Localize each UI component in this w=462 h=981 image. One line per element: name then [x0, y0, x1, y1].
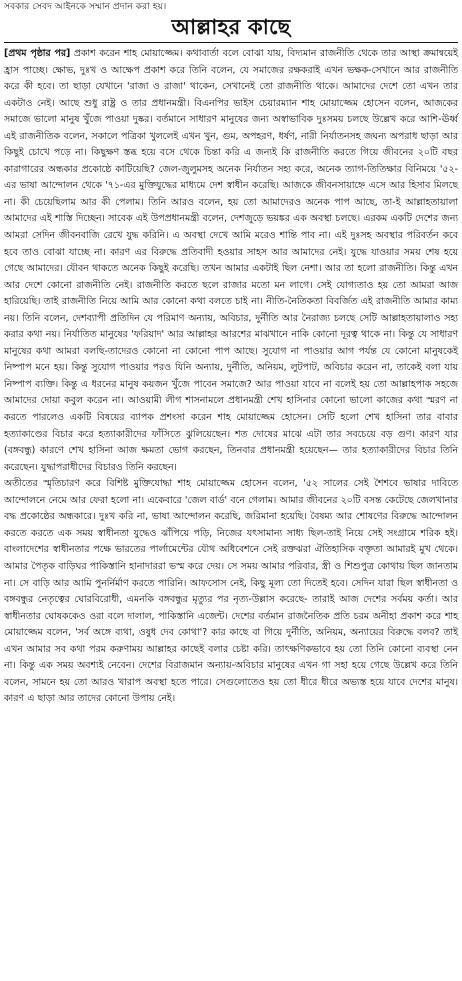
paragraph-1 [4, 46, 458, 476]
headline: আল্লাহর কাছে [171, 14, 291, 39]
paragraph-1-text: প্রকাশ করেন শাহ মোয়াজ্জেম। কথাবার্তা বলে বোঝা যায়, বিদ্যমান রাজনীতি থেকে তার আস্থা ক্রমান্বয়েই হ্রাস পাচ্ছে। ক্ষোভ, দুঃখ ও আক্ষেপ প্রকাশ করে তিনি বলেন, যে সমাজের রক্ষকরাই এখন ভক্ষক-সেখানে আর রাজনীতি করে কী হবে। তা ছাড়া যেখানে 'রাজা ও রাজা' থাকেন, সেখানেই তো রাজনীতি থাকে। আমাদের দেশে তো এখন তার একটাও নেই। আছে শুধু রাষ্ট্র ও তার প্রধানমন্ত্রী। বিএনপির ভাইস চেয়ারম্যান শাহ মোয়াজ্জেম হোসেন বলেন, আজকের সমাজে ভালো মানুষ খুঁজে পাওয়া দুষ্কর। বর্তমানে সাধারণ মানুষের জন্য অস্বাভাবিক দুঃসময় চলছে উল্লেখ করে আশি-ঊর্ধ্ব এই রাজনীতিক বলেন, সকালে পত্রিকা খুললেই এখন খুন, গুম, অপহরণ, ধর্ষণ, নারী নির্যাতনসহ জঘন্য অপরাধ ছাড়া আর কিছুই চোখে পড়ে না। কিছুক্ষণ স্তব্ধ হয়ে বসে থেকে চিন্তা করি এ জন্যই কি রাজনীতি করতে গিয়ে জীবনের ২০টি বছর কারাগারের অন্ধকার প্রকোষ্ঠে কাটিয়েছি? জেল-জুলুমসহ অনেক নির্যাতন সহ্য করে, অনেক ত্যাগ-তিতিক্ষার বিনিময়ে '৫২-এর ভাষা আন্দোলন থেকে '৭১-এর মুক্তিযুদ্ধের মাধ্যমে দেশ স্বাধীন করেছি। আজকে জীবনসায়াহ্নে এসে আর হিসাব মিলছে না। কী চেয়েছিলাম আর কী পেলাম। তিনি আরও বলেন, হয় তো আমাদেরও অনেক পাপ আছে, তা-ই আল্লাহতায়ালা আমাদের এই শাস্তি দিচ্ছেন। সাবেক এই উপপ্রধানমন্ত্রী বলেন, দেশজুড়ে ভয়ঙ্কর এক অবস্থা চলছে। এরকম একটি দেশের জন্য আমরা সেদিন জীবনবাজি রেখে যুদ্ধ করিনি। এ অবস্থা দেখে আমি মরেও শান্তি পাব না। এই দুঃসহ অবস্থার পরিবর্তন কবে হবে তাও বোঝা যাচ্ছে না। কারণ এর বিরুদ্ধে প্রতিবাদী হওয়ার সাহস আর আমাদের নেই। যুদ্ধে যাওয়ার সময় শেষ হয়ে গেছে আমাদের। যৌবন থাকতে অনেক কিছুই করেছি। তখন আমার একটাই ছিল নেশা। আর তা হলো রাজনীতি। কিন্তু এখন আর দেশে কোনো রাজনীতি নেই। রাজনীতি করতে ছলে রাজার মতো মন লাগে। সেই যোগ্যতাও হয় তো আমরা আজ হারিয়েছি। তাই রাজনীতি নিয়ে আমি আর কোনো কথা বলতে চাই না। নীতি-নৈতিকতা বিবর্জিত এই রাজনীতি আমার কাম্য নয়। তিনি বলেন, দেশব্যাপী প্রতিদিন যে পরিমাণ অন্যায়, অবিচার, দুর্নীতি আর নৈরাজ্য চলছে সেটি আল্লাহতায়ালাও সহ্য করার কথা নয়। নির্যাতিত মানুষের 'ফরিয়াদ' আর আল্লাহর আরশের মাঝখানে নাকি কোনো দূরত্ব থাকে না। কিন্তু যে সাধারণ মানুষের কথা আমরা বলছি-তাদেরও কোনো না কোনো পাপ আছে। সুযোগ না পাওয়ার আগ পর্যন্ত যে কোনো মানুষকেই নিষ্পাপ মনে হয়। কিন্তু সুযোগ পাওয়ার পরও যিনি অন্যায়, দুর্নীতি, অনিয়ম, লুটপাট, অবিচার করেন না, তাকেই বলা যায় নিষ্পাপ ব্যক্তি। কিন্তু এ ধরনের মানুষ কয়জন খুঁজে পাবেন সমাজে? আর পাওয়া যাবে না বলেই হয় তো আল্লাহপাক সহজে আমাদের দোয়া কবুল করেন না। আওয়ামী লীগ শাসনামলে প্রধানমন্ত্রী শেখ হাসিনার কোনো ভালো কাজের কথা স্মরণ না করতে পারলেও একটি বিষয়ের ব্যাপক প্রশংসা করেন শাহ মোয়াজ্জেম হোসেন। সেটি হলো শেখ হাসিনা তার বাবার হত্যাকাণ্ডের বিচার করে হত্যাকারীদের ফাঁসিতে ঝুলিয়েছেন। শত দোষের মাঝে এটা তার সবচেয়ে বড় গুণ। কারণ যার (বঙ্গবন্ধু) কারণে শেখ হাসিনা আজ ক্ষমতা ভোগ করছেন, তিনবার প্রধানমন্ত্রী হয়েছেন— তার হত্যাকারীদের বিচার তিনি করেছেন। যুদ্ধাপরাধীদের বিচারও তিনি করছেন। [4, 48, 459, 473]
paragraph-2: অতীতের স্মৃতিচারণ করে বিশিষ্ট মুক্তিযোদ্ধা শাহ মোয়াজ্জেম হোসেন বলেন, '৫২ সালের সেই শৈশবে ভাষার দাবিতে আন্দোলনে নেমে আর ফেরা হলো না। একেবারে 'জেল বার্ড' বনে গেলাম। আমার জীবনের ২০টি বসন্ত কেটেছে জেলখানার বদ্ধ প্রকোষ্ঠের অন্ধকারে। দুঃখ করি না, ভাষা আন্দোলন করেছি, জরিমানা হয়েছি। বৈষম্য আর শোষণের বিরুদ্ধে আন্দোলন করতে করতে এক সময় স্বাধীনতা যুদ্ধেও ঝাঁপিয়ে পড়ি, নিজের যৎসামান্য সাধ্য ছিল-তাই নিয়ে সেই সংগ্রামে শরিক হই। বাংলাদেশের স্বাধীনতার পক্ষে ভারতের পার্লামেন্টের যৌথ অধিবেশনে সেই রক্তঝরা ঐতিহাসিক বক্তৃতা আমারই মুখ থেকে। আমার পৈতৃক বাড়িঘর পাকিস্তানি হানাদাররা ভস্ম করে দেয়। সে সময় আমার পরিবার, স্ত্রী ও শিশুপুত্র কোথায় ছিল জানতাম না। সে বাড়ি আর আমি পুনর্নির্মাণ করতে পারিনি। আফসোস নেই, কিছু মূল্য তো দিতেই হবে। সেদিন যারা ছিল স্বাধীনতা ও বঙ্গবন্ধুর নেতৃত্বের ঘোরবিরোধী, এমনকি বঙ্গবন্ধুর মৃত্যুর পর নৃত্য-উল্লাস করেছে- তারাই আজ দেশের সর্বময় কর্তা। আর স্বাধীনতার ঘোষককেও ওরা বলে দালাল, পাকিস্তানি এজেন্ট। দেশের বর্তমান রাজনৈতিক প্রতি চরম অনীহা প্রকাশ করে শাহ মোয়াজ্জেম বলেন, 'সর্ব অঙ্গে ব্যথা, ওষুধ দেব কোথা'? কার কাছে বা গিয়ে দুর্নীতি, অনিয়ম, অন্যায়ের বিরুদ্ধে বলব? তাই এখন আমার সব কথা পরম করুণাময় আল্লাহর কাছেই বলার চেষ্টা করি। তাৎক্ষণিকভাবে হয় তো তিনি কোনো ব্যবস্থা নেন না। কিন্তু এক সময় অবশ্যই নেবেন। দেশের বিরাজমান অন্যায়-অবিচার মানুষের এখন গা সহা হয়ে গেছে উল্লেখ করে তিনি বলেন, সামনে হয় তো আরও খারাপ অবস্থা হতে পারে। সেগুলোতেও হয় তো ধীরে ধীরে অভ্যস্ত হয়ে যাবে দেশের মানুষ। কারণ এ ছাড়া আর তাদের কোনো উপায় নেই। [4, 478, 458, 705]
article-body [4, 46, 458, 708]
headline-divider [4, 42, 458, 43]
continuation-tag: [প্রথম পৃষ্ঠার পর] [4, 48, 71, 59]
previous-article-tail: সবকার সেবদ আইনকে সম্মান প্রদান করা হয়। [4, 1, 167, 12]
